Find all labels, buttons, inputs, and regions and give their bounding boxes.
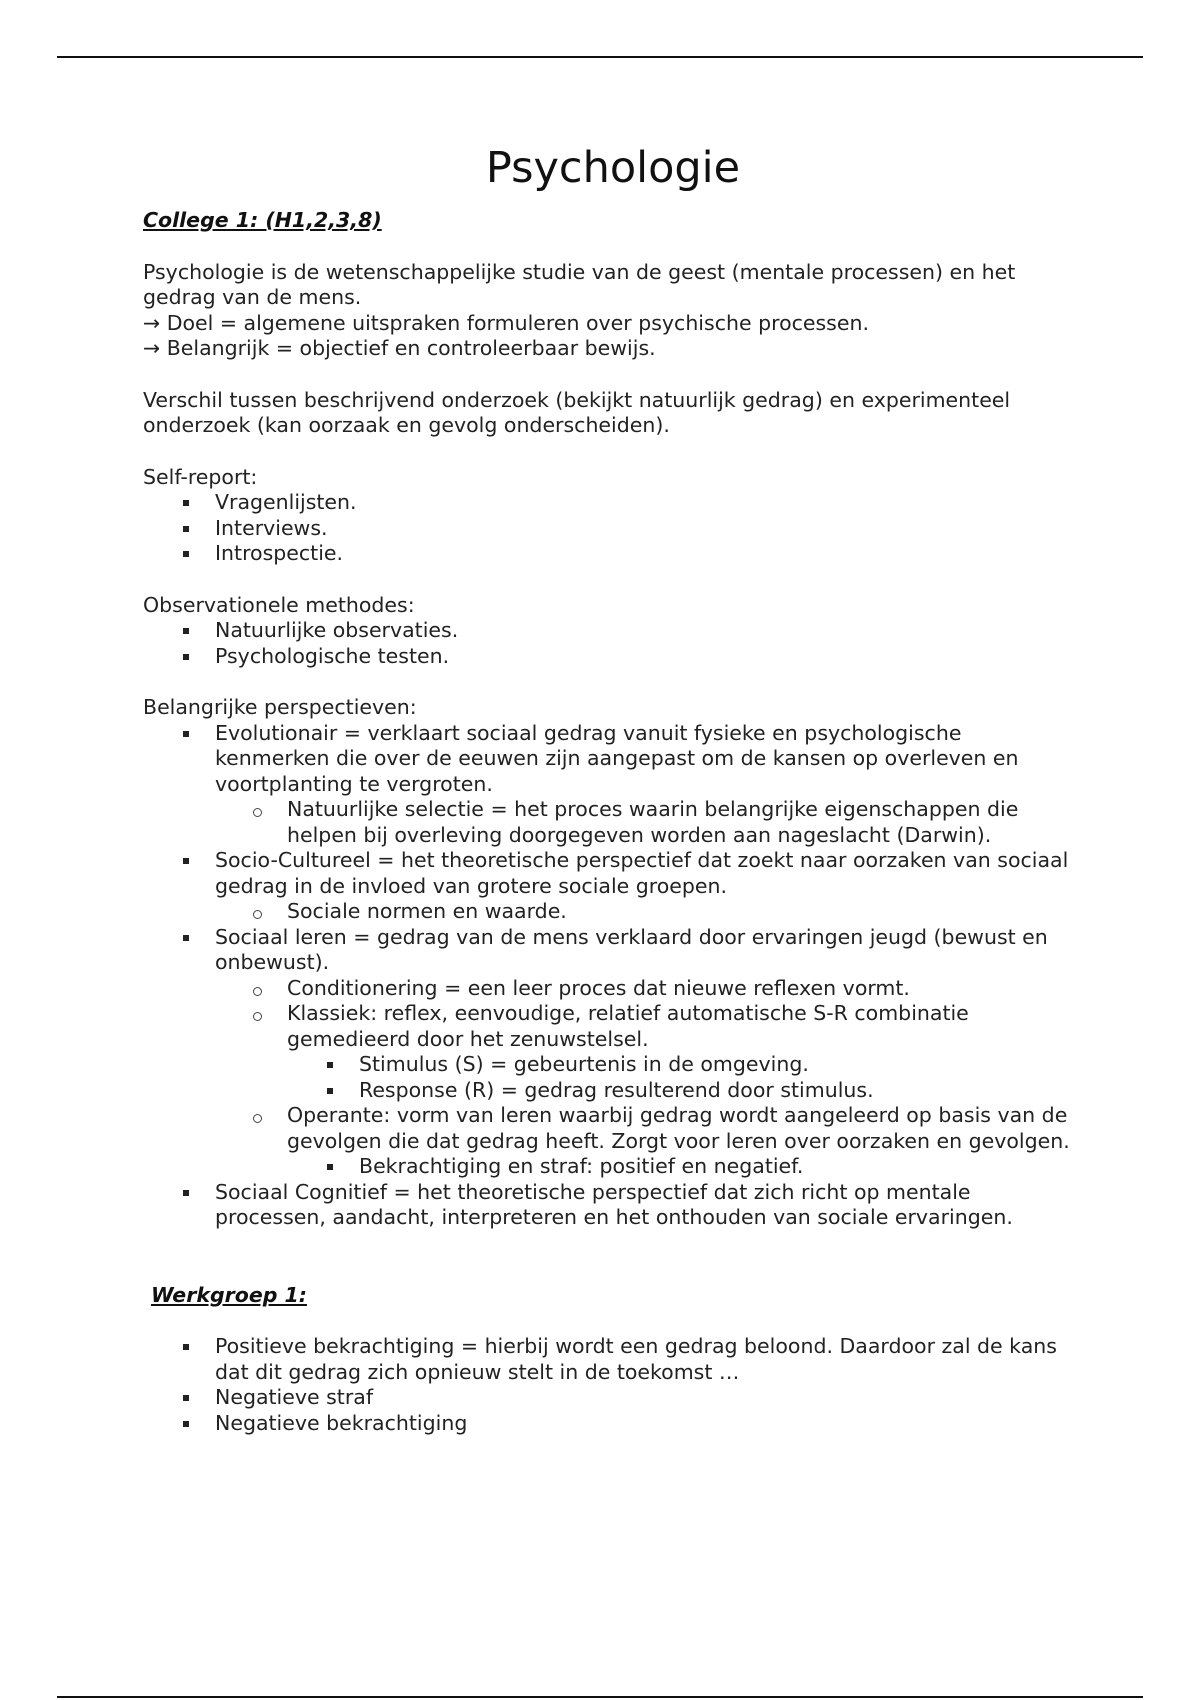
list-item-bekrachtiging: [287, 1154, 1073, 1180]
square-bullet-icon: [327, 1088, 333, 1094]
list-item-text: Interviews.: [215, 515, 328, 540]
square-bullet-icon: [327, 1164, 333, 1170]
klassiek-sublist: [215, 1052, 1073, 1103]
list-item: [143, 516, 1073, 542]
list-item-text: Sociaal Cognitief = het theoretische perspectief dat zich richt op mentale processen, aandacht, interpreteren en het onthouden van sociale ervaringen.: [215, 1179, 1013, 1229]
verschil-paragraph: Verschil tussen beschrijvend onderzoek (bekijkt natuurlijk gedrag) en experimenteel onderzoek (kan oorzaak en gevolg onderscheiden).: [143, 387, 1011, 437]
list-item-text: Klassiek: reflex, eenvoudige, relatief automatische S-R combinatie gemedieerd door het zenuwstelsel.: [287, 1001, 969, 1051]
intro-goal: → Doel = algemene uitspraken formuleren over psychische processen.: [143, 310, 869, 335]
square-bullet-icon: [183, 1344, 189, 1350]
list-item-text: Negatieve bekrachtiging: [215, 1410, 468, 1435]
perspectieven-list: [143, 721, 1073, 1231]
list-item-text: Sociale normen en waarde.: [287, 899, 567, 923]
square-bullet-icon: [183, 731, 189, 737]
square-bullet-icon: [183, 500, 189, 506]
list-item-sociaal-cognitief: [143, 1180, 1073, 1231]
self-report-label: Self-report:: [143, 464, 258, 489]
list-item-operante: [215, 1103, 1073, 1180]
list-item: [143, 1385, 1073, 1411]
socio-cultureel-sublist: [143, 899, 1073, 925]
square-bullet-icon: [183, 858, 189, 864]
list-item-text: Vragenlijsten.: [215, 490, 357, 514]
circle-bullet-icon: [253, 1114, 262, 1123]
square-bullet-icon: [183, 551, 189, 557]
list-item-natuurlijke-selectie: [215, 797, 1073, 848]
list-item: [143, 490, 1073, 516]
list-item-text: Positieve bekrachtiging = hierbij wordt een gedrag beloond. Daardoor zal de kans dat dit gedrag zich opnieuw stelt in de toekomst …: [215, 1334, 1057, 1384]
self-report-list: [143, 490, 1073, 567]
list-item-text: Response (R) = gedrag resulterend door stimulus.: [359, 1077, 874, 1102]
square-bullet-icon: [183, 654, 189, 660]
list-item-evolutionair: [143, 721, 1073, 849]
square-bullet-icon: [183, 526, 189, 532]
list-item-text: Negatieve straf: [215, 1385, 374, 1409]
list-item-sociale-normen: [215, 899, 1073, 925]
list-item-text: Sociaal leren = gedrag van de mens verklaard door ervaringen jeugd (bewust en onbewust).: [215, 924, 1048, 974]
list-item-sociaal-leren: [143, 925, 1073, 1180]
list-item-stimulus: [287, 1052, 1073, 1078]
operante-sublist: [215, 1154, 1073, 1180]
list-item-socio-cultureel: [143, 848, 1073, 925]
circle-bullet-icon: [253, 808, 262, 817]
list-item-conditionering: [215, 976, 1073, 1002]
list-item: [143, 1334, 1073, 1385]
intro-important: → Belangrijk = objectief en controleerbaar bewijs.: [143, 336, 656, 360]
circle-bullet-icon: [253, 987, 262, 996]
observationele-label: Observationele methodes:: [143, 592, 415, 617]
document-body: [143, 140, 1073, 1436]
list-item-text: Stimulus (S) = gebeurtenis in de omgeving.: [359, 1052, 809, 1076]
footer-rule: [57, 1696, 1143, 1698]
square-bullet-icon: [183, 1395, 189, 1401]
list-item-klassiek: [215, 1001, 1073, 1103]
list-item-text: Conditionering = een leer proces dat nieuwe reflexen vormt.: [287, 975, 910, 1000]
circle-bullet-icon: [253, 1012, 262, 1021]
circle-bullet-icon: [253, 910, 262, 919]
perspectieven-label: Belangrijke perspectieven:: [143, 695, 417, 719]
list-item-text: Socio-Cultureel = het theoretische perspectief dat zoekt naar oorzaken van sociaal gedrag in de invloed van grotere sociale groepen.: [215, 848, 1069, 898]
header-rule: [57, 56, 1143, 58]
werkgroep-heading: Werkgroep 1:: [151, 1282, 307, 1307]
observationele-list: [143, 618, 1073, 669]
list-item-text: Psychologische testen.: [215, 643, 450, 668]
evolutionair-sublist: [143, 797, 1073, 848]
square-bullet-icon: [183, 628, 189, 634]
list-item-text: Introspectie.: [215, 541, 344, 565]
werkgroep-list: [143, 1334, 1073, 1436]
intro-paragraph: [143, 260, 1073, 362]
list-item-text: Natuurlijke selectie = het proces waarin belangrijke eigenschappen die helpen bij overleving doorgegeven worden aan nageslacht (Darwin).: [287, 797, 1019, 847]
square-bullet-icon: [183, 1421, 189, 1427]
intro-definition: Psychologie is de wetenschappelijke studie van de geest (mentale processen) en het gedrag van de mens.: [143, 259, 1016, 309]
college-heading: College 1: (H1,2,3,8): [143, 208, 382, 232]
list-item-text: Bekrachtiging en straf: positief en negatief.: [359, 1154, 804, 1178]
square-bullet-icon: [183, 1190, 189, 1196]
list-item-response: [287, 1078, 1073, 1104]
page-title: Psychologie: [485, 143, 741, 193]
square-bullet-icon: [327, 1062, 333, 1068]
list-item-text: Evolutionair = verklaart sociaal gedrag vanuit fysieke en psychologische kenmerken die over de eeuwen zijn aangepast om de kansen op overleven en voortplanting te vergroten.: [215, 720, 1019, 796]
list-item-text: Operante: vorm van leren waarbij gedrag wordt aangeleerd op basis van de gevolgen die dat gedrag heeft. Zorgt voor leren over oorzaken en gevolgen.: [287, 1103, 1070, 1153]
sociaal-leren-sublist: [143, 976, 1073, 1180]
list-item: [143, 618, 1073, 644]
list-item: [143, 644, 1073, 670]
list-item: [143, 1411, 1073, 1437]
list-item: [143, 541, 1073, 567]
list-item-text: Natuurlijke observaties.: [215, 618, 459, 642]
square-bullet-icon: [183, 935, 189, 941]
